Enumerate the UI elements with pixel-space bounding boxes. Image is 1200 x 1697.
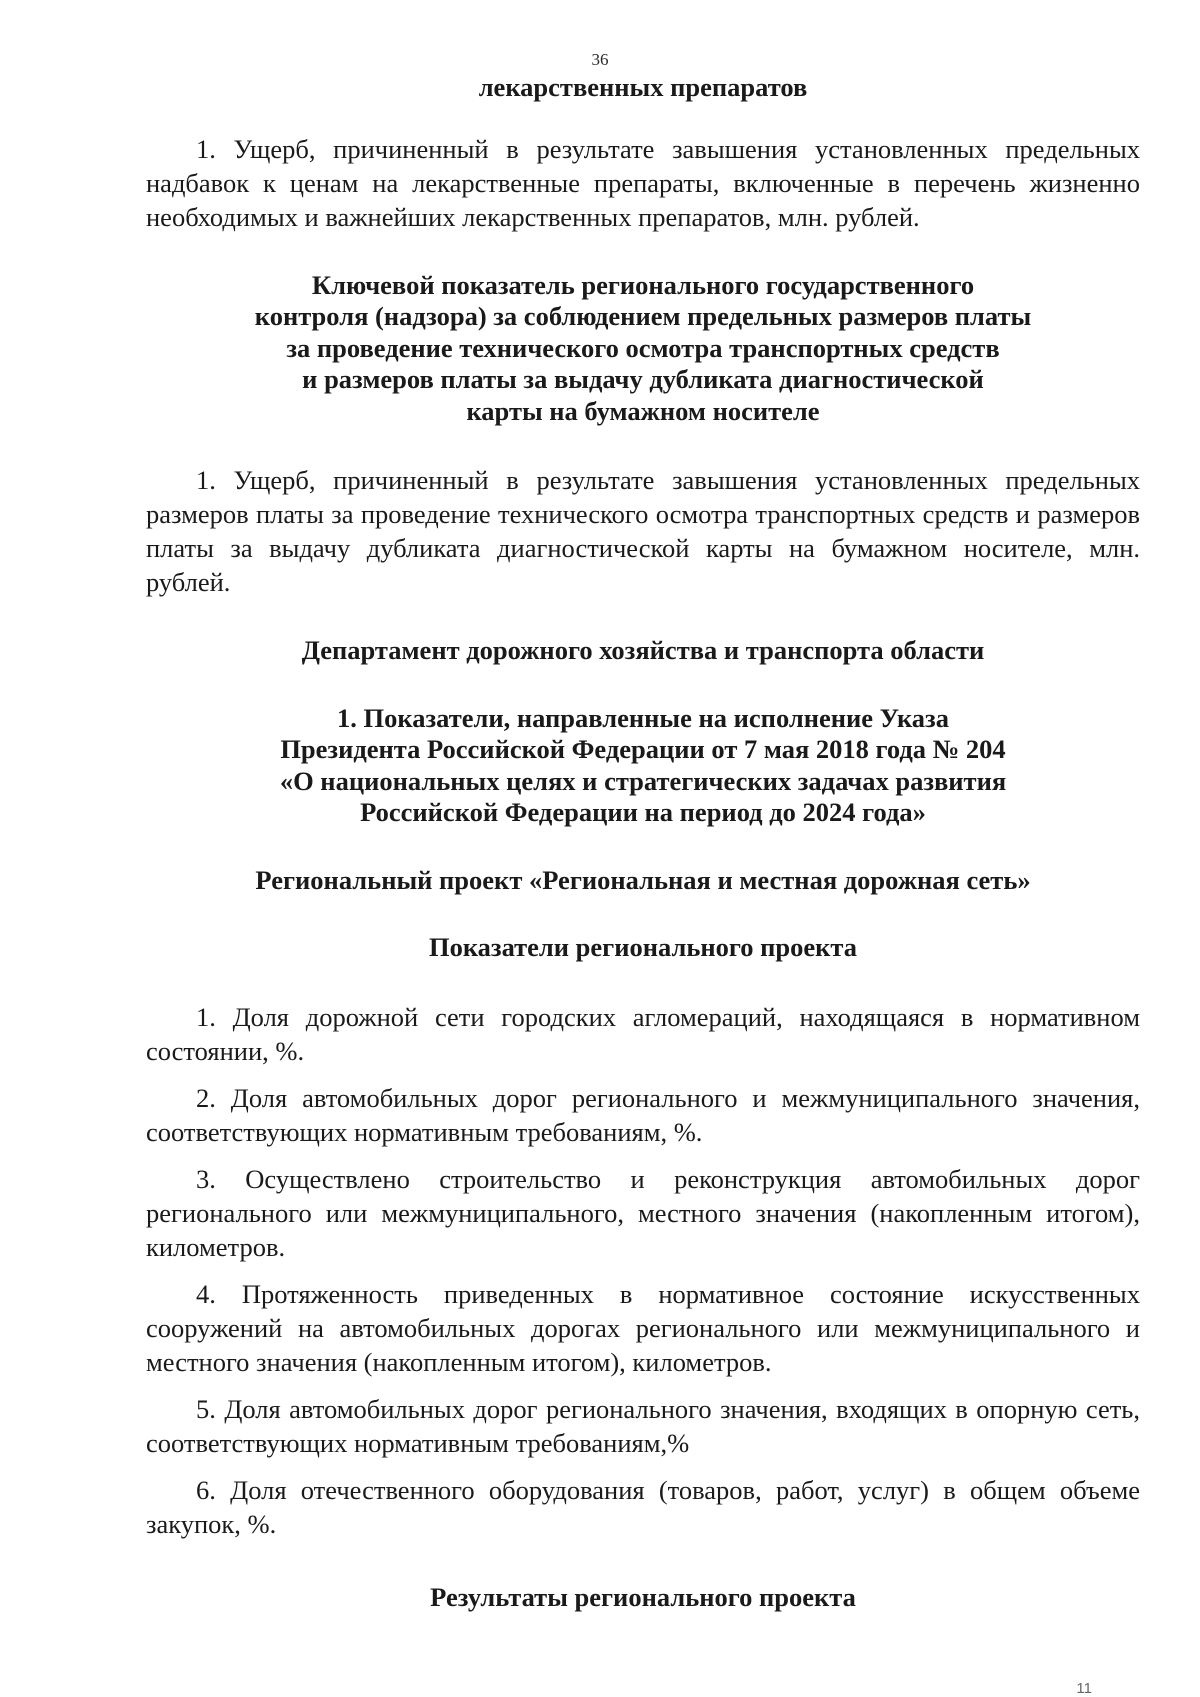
list-item: 3. Осуществлено строительство и реконструкция автомобильных дорог регионального или межмуниципального, местного значения (накопленным итогом), километров.: [146, 1163, 1140, 1262]
corner-mark: 11: [1076, 1680, 1092, 1697]
indicators-heading: Показатели регионального проекта: [428, 932, 858, 962]
page-content: [146, 72, 1140, 1613]
medicine-damage-paragraph: 1. Ущерб, причиненный в результате завышения установленных предельных надбавок к ценам на лекарственные препараты, включенные в перечень жизненно необходимых и важнейших лекарственных препаратов, млн. рублей.: [146, 133, 1140, 232]
heading-line: Российской Федерации на период до 2024 года»: [360, 797, 926, 827]
heading-line: Президента Российской Федерации от 7 мая 2018 года № 204: [280, 734, 1006, 764]
decree-heading: [146, 703, 1140, 829]
heading-line: карты на бумажном носителе: [466, 395, 820, 426]
list-item: 1. Доля дорожной сети городских агломераций, находящаяся в нормативном состоянии, %.: [146, 1001, 1140, 1066]
heading-line: Ключевой показатель регионального государственного: [311, 269, 975, 300]
heading-line: 1. Показатели, направленные на исполнение Указа: [337, 702, 949, 733]
list-item: 2. Доля автомобильных дорог регионального и межмуниципального значения, соответствующих нормативным требованиям, %.: [146, 1082, 1140, 1147]
list-item: 6. Доля отечественного оборудования (товаров, работ, услуг) в общем объеме закупок, %.: [146, 1474, 1140, 1539]
page-number: 36: [591, 50, 609, 69]
project-heading: Региональный проект «Региональная и местная дорожная сеть»: [255, 864, 1031, 895]
list-item: 4. Протяженность приведенных в нормативное состояние искусственных сооружений на автомобильных дорогах регионального или межмуниципального и местного значения (накопленным итогом), километров.: [146, 1278, 1140, 1377]
list-item: 5. Доля автомобильных дорог регионального значения, входящих в опорную сеть, соответствующих нормативным требованиям,%: [146, 1393, 1140, 1458]
key-indicator-heading: [146, 270, 1140, 428]
indicators-list: [146, 1000, 1140, 1541]
department-heading: Департамент дорожного хозяйства и транспорта области: [301, 635, 985, 665]
heading-line: за проведение технического осмотра транспортных средств: [286, 332, 1000, 363]
continued-heading: лекарственных препаратов: [478, 72, 808, 102]
heading-line: «О национальных целях и стратегических задачах развития: [279, 765, 1007, 796]
heading-line: контроля (надзора) за соблюдением предельных размеров платы: [254, 301, 1032, 331]
heading-line: и размеров платы за выдачу дубликата диагностической: [302, 364, 984, 394]
inspection-damage-paragraph: 1. Ущерб, причиненный в результате завышения установленных предельных размеров платы за проведение технического осмотра транспортных средств и размеров платы за выдачу дубликата диагностической карты на бумажном носителе, млн. рублей.: [146, 465, 1140, 597]
results-heading: Результаты регионального проекта: [430, 1581, 856, 1612]
